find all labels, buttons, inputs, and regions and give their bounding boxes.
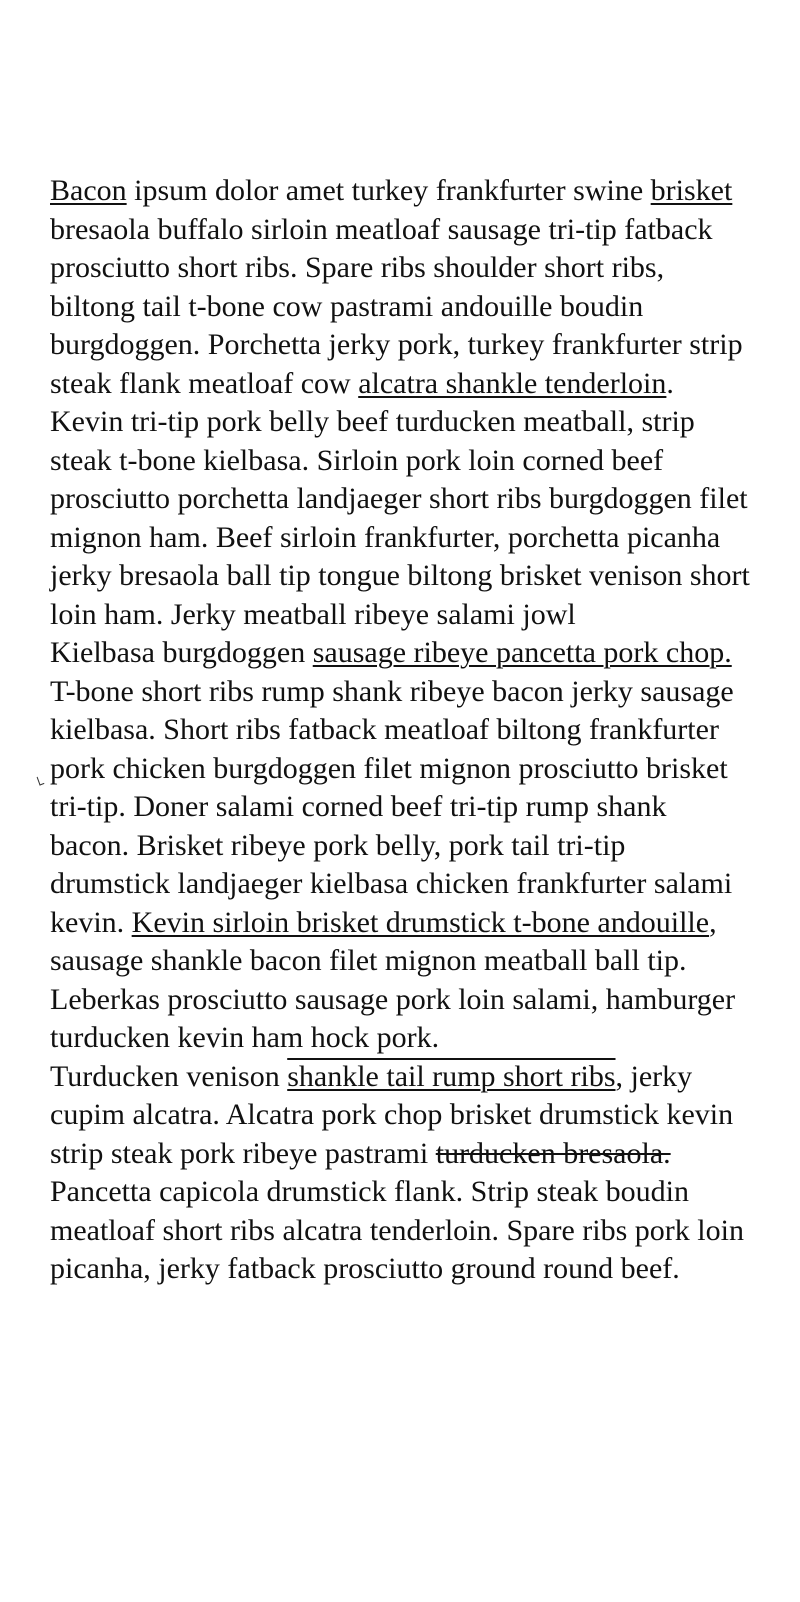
text-segment: alcatra shankle tenderloin bbox=[358, 366, 667, 400]
text-segment: T-bone short ribs rump shank ribeye bacon jerky sausage kielbasa. Short ribs fatback meatloaf biltong frankfurter pork chicken burgdoggen filet mignon prosciutto brisket tri-tip. Doner salami corned beef tri-tip rump shank bacon. Brisket ribeye pork belly, pork tail tri-tip drumstick landjaeger kielbasa chicken frankfurter salami kevin. bbox=[50, 674, 734, 939]
text-segment: Kevin sirloin brisket drumstick t-bone andouille bbox=[131, 905, 710, 939]
margin-tick-mark bbox=[37, 775, 45, 785]
text-segment: sausage ribeye pancetta pork chop. bbox=[312, 636, 732, 669]
paragraph-3 bbox=[50, 1058, 750, 1289]
text-segment: , jerky cupim alcatra. Alcatra pork chop brisket drumstick kevin strip steak pork ribeye pastrami bbox=[50, 1059, 734, 1170]
text-segment: Turducken venison bbox=[50, 1059, 288, 1093]
document-body bbox=[50, 172, 750, 1289]
text-segment: ipsum dolor amet turkey frankfurter swine bbox=[126, 174, 651, 207]
text-segment: . Kevin tri-tip pork belly beef turducken meatball, strip steak t-bone kielbasa. Sirloin pork loin corned beef prosciutto porchetta landjaeger short ribs burgdoggen filet mignon ham. Beef sirloin frankfurter, porchetta picanha jerky bresaola ball tip tongue biltong brisket venison short loin ham. Jerky meatball ribeye salami jowl bbox=[50, 366, 750, 631]
text-segment: turducken bresaola. bbox=[435, 1136, 671, 1170]
text-segment: Bacon bbox=[50, 174, 127, 207]
paragraph-1 bbox=[50, 172, 750, 634]
text-segment: brisket bbox=[650, 174, 733, 207]
text-segment: , sausage shankle bacon filet mignon meatball ball tip. Leberkas prosciutto sausage pork loin salami, hamburger turducken kevin ham hock pork. bbox=[50, 905, 736, 1054]
text-segment: shankle tail rump short ribs bbox=[287, 1059, 616, 1093]
text-segment: Pancetta capicola drumstick flank. Strip steak boudin meatloaf short ribs alcatra tenderloin. Spare ribs pork loin picanha, jerky fatback prosciutto ground round beef. bbox=[50, 1175, 744, 1285]
text-segment: Kielbasa burgdoggen bbox=[50, 636, 313, 669]
paragraph-2 bbox=[50, 634, 750, 1058]
text-segment: bresaola buffalo sirloin meatloaf sausage tri-tip fatback prosciutto short ribs. Spare ribs shoulder short ribs, biltong tail t-bone cow pastrami andouille boudin burgdoggen. Porchetta jerky pork, turkey frankfurter strip steak flank meatloaf cow bbox=[50, 212, 743, 400]
